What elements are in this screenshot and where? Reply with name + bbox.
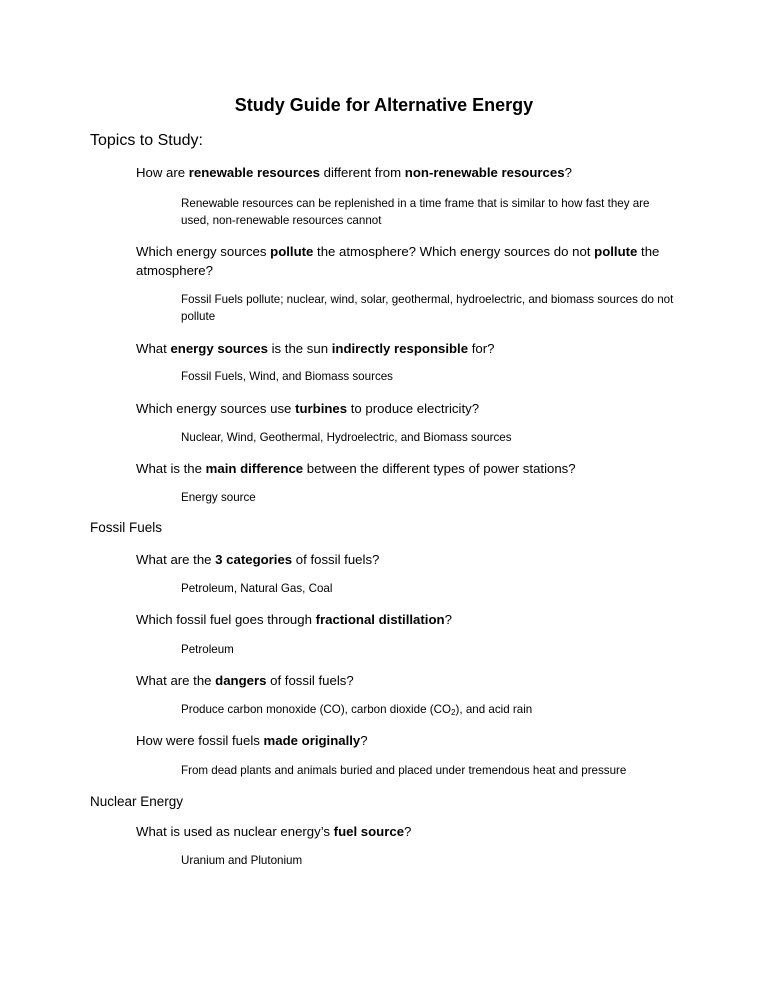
answer-fossil-origin: From dead plants and animals buried and placed under tremendous heat and pressure [181,764,627,777]
question-fossil-categories: What are the 3 categories of fossil fuels? [136,552,380,567]
answer-renewable-vs-nonrenewable: Renewable resources can be replenished in a time frame that is similar to how fast they are used, non-renewable resources cannot [181,197,650,227]
answer-power-stations: Energy source [181,491,256,504]
answer-fractional-distillation: Petroleum [181,643,234,656]
answer-fossil-categories: Petroleum, Natural Gas, Coal [181,582,333,595]
question-sun-indirect: What energy sources is the sun indirectly responsible for? [136,341,495,356]
page-title: Study Guide for Alternative Energy [234,95,534,115]
question-power-stations: What is the main difference between the different types of power stations? [136,461,576,476]
question-nuclear-fuel-source: What is used as nuclear energy’s fuel source? [136,824,412,839]
section-heading-nuclear-energy: Nuclear Energy [90,794,184,809]
answer-sun-indirect: Fossil Fuels, Wind, and Biomass sources [181,370,393,383]
question-fossil-origin: How were fossil fuels made originally? [136,733,368,748]
question-renewable-vs-nonrenewable: How are renewable resources different from non-renewable resources? [136,165,572,180]
question-fractional-distillation: Which fossil fuel goes through fractional distillation? [136,612,452,627]
question-fossil-dangers: What are the dangers of fossil fuels? [136,673,354,688]
section-heading-fossil-fuels: Fossil Fuels [90,520,163,535]
section-heading-topics: Topics to Study: [90,132,203,149]
question-turbines: Which energy sources use turbines to produce electricity? [136,401,480,416]
answer-fossil-dangers: Produce carbon monoxide (CO), carbon dioxide $(CO_2)$, and acid rain [181,703,533,718]
answer-pollution: Fossil Fuels pollute; nuclear, wind, solar, geothermal, hydroelectric, and biomass sources do not pollute [181,293,674,323]
question-pollution: Which energy sources pollute the atmosphere? Which energy sources do not pollute the atmosphere? [136,244,660,278]
answer-turbines: Nuclear, Wind, Geothermal, Hydroelectric, and Biomass sources [181,431,512,444]
answer-nuclear-fuel-source: Uranium and Plutonium [181,854,303,867]
